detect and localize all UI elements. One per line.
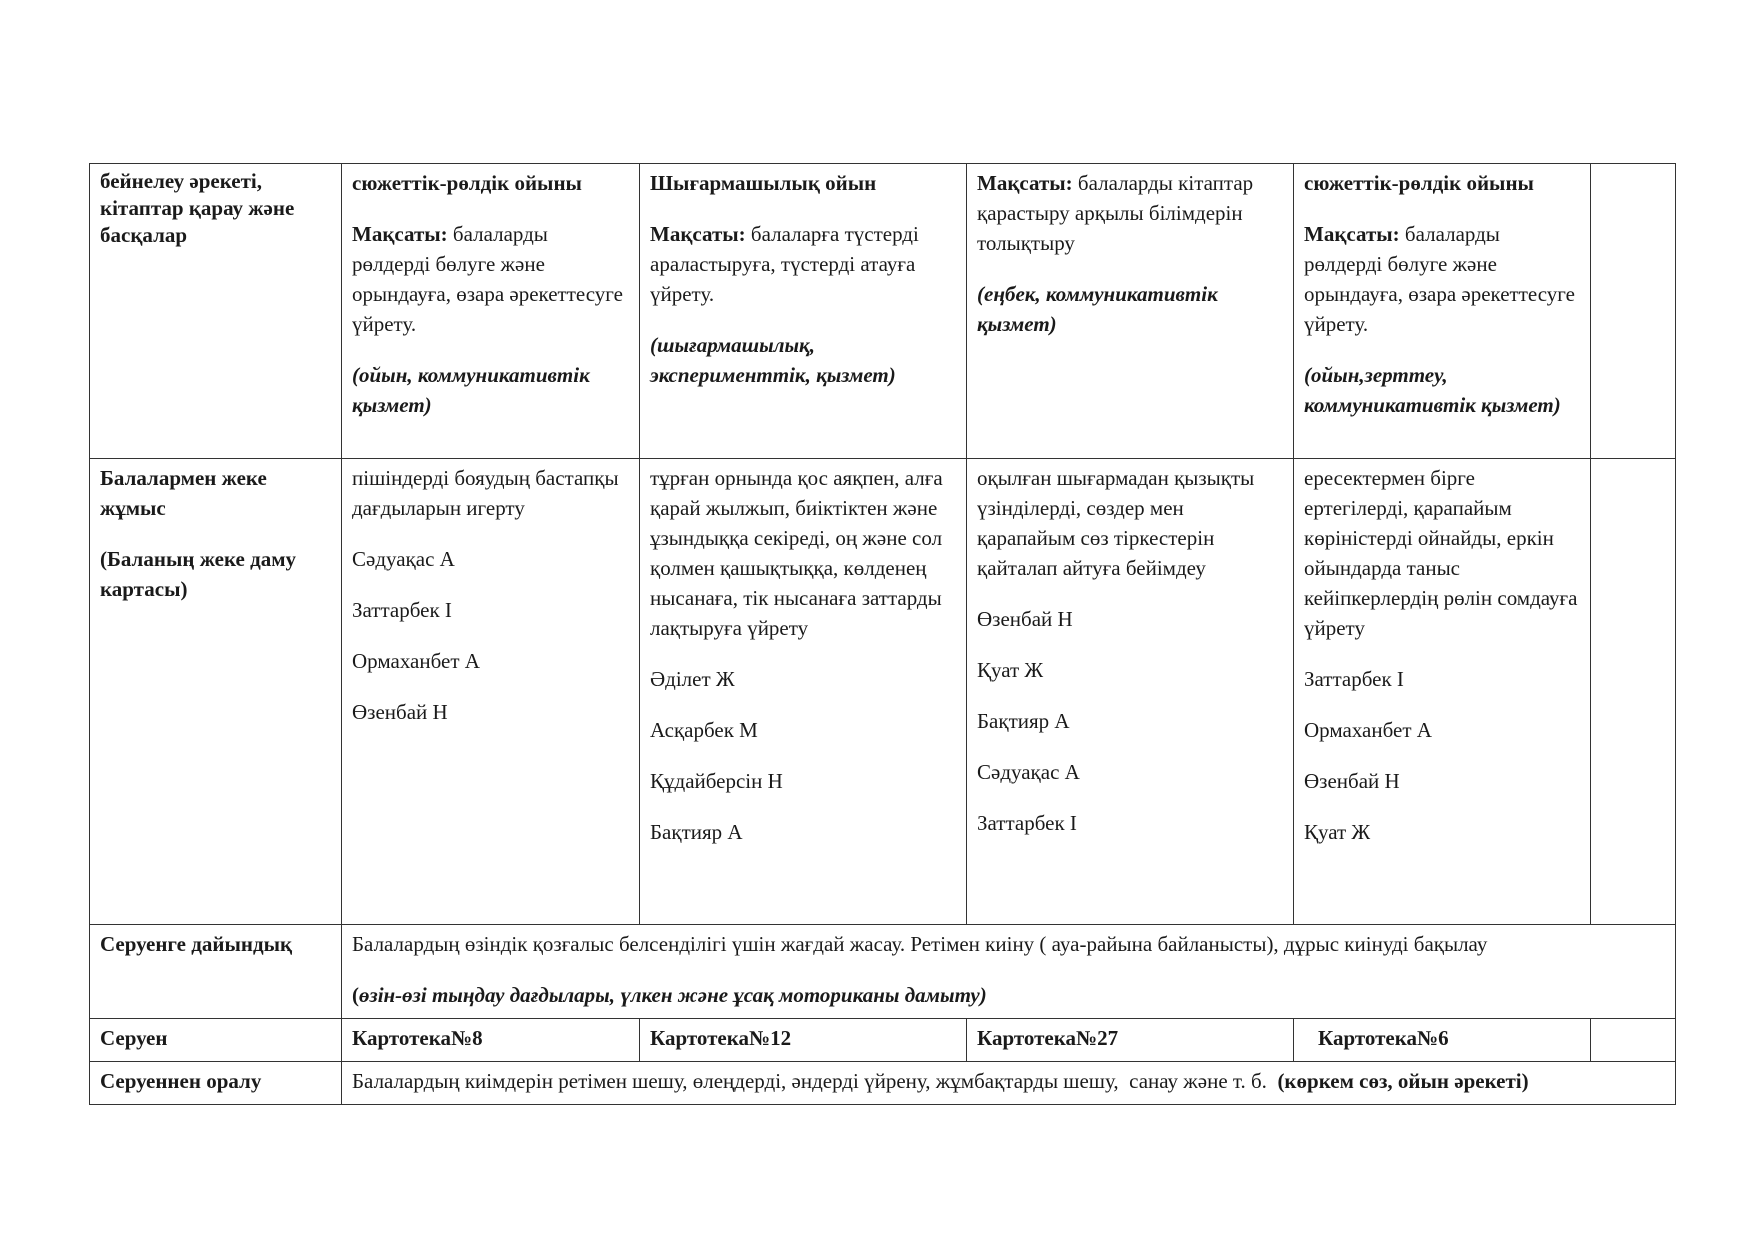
row-label-return xyxy=(90,1062,342,1105)
card-file-ref: Картотека№8 xyxy=(352,1026,483,1050)
row-label-art xyxy=(90,164,342,459)
cell-text-line xyxy=(352,1066,1665,1096)
row-label-walk xyxy=(90,1019,342,1062)
row-walk-preparation xyxy=(90,925,1676,1019)
cell-walk-fri xyxy=(1591,1019,1676,1062)
activity-text: өзін-өзі тыңдау дағдылары, үлкен және ұсақ моториканы дамыту) xyxy=(359,983,987,1007)
cell-individual-wed xyxy=(967,459,1294,925)
row-label-walk-prep xyxy=(90,925,342,1019)
child-name: Ормаханбет А xyxy=(352,649,480,673)
child-name: Ормаханбет А xyxy=(1304,718,1432,742)
cell-individual-tue xyxy=(640,459,967,925)
cell-individual-thu xyxy=(1294,459,1591,925)
goal-text: балаларды рөлдерді бөлуге және орындауға, өзара әрекеттесуге үйрету. xyxy=(1304,222,1575,336)
cell-walk-tue xyxy=(640,1019,967,1062)
cell-activity xyxy=(352,980,1665,1010)
daily-plan-table xyxy=(89,163,1676,1105)
goal-text: балаларды рөлдерді бөлуге және орындауға, өзара әрекеттесуге үйрету. xyxy=(352,222,623,336)
goal-text: балаларға түстерді араластыруға, түстерді атауға үйрету. xyxy=(650,222,919,306)
child-name: Заттарбек І xyxy=(977,811,1077,835)
cell-art-thu xyxy=(1294,164,1591,459)
row-label-text: Серуен xyxy=(100,1026,168,1050)
cell-goal xyxy=(352,219,629,339)
goal-label: Мақсаты: xyxy=(650,222,746,246)
cell-goal xyxy=(650,219,956,309)
activity-text: (көркем сөз, ойын әрекеті) xyxy=(1277,1069,1529,1093)
card-file-ref: Картотека№12 xyxy=(650,1026,792,1050)
cell-title: Шығармашылық ойын xyxy=(650,171,877,195)
card-file-ref: Картотека№27 xyxy=(977,1026,1119,1050)
goal-label: Мақсаты: xyxy=(977,171,1073,195)
cell-text: оқылған шығармадан қызықты үзінділерді, сөздер мен қарапайым сөз тіркестерін қайталап айтуға бейімдеу xyxy=(977,466,1255,580)
cell-goal xyxy=(977,168,1283,258)
child-name: Әділет Ж xyxy=(650,667,735,691)
cell-title: сюжеттік-рөлдік ойыны xyxy=(352,171,582,195)
activity-open-paren: ( xyxy=(352,983,359,1007)
row-individual-work xyxy=(90,459,1676,925)
cell-walk-wed xyxy=(967,1019,1294,1062)
child-name: Құдайберсін Н xyxy=(650,769,783,793)
cell-walk-thu xyxy=(1294,1019,1591,1062)
cell-activity: (ойын,зерттеу, коммуникативтік қызмет) xyxy=(1304,363,1561,417)
row-label-text: Серуеннен оралу xyxy=(100,1069,262,1093)
cell-activity: (еңбек, коммуникативтік қызмет) xyxy=(977,282,1218,336)
child-name: Қуат Ж xyxy=(1304,820,1371,844)
cell-title: сюжеттік-рөлдік ойыны xyxy=(1304,171,1534,195)
cell-art-fri xyxy=(1591,164,1676,459)
row-return-from-walk xyxy=(90,1062,1676,1105)
cell-goal xyxy=(1304,219,1580,339)
child-name: Өзенбай Н xyxy=(1304,769,1400,793)
row-art-activity xyxy=(90,164,1676,459)
cell-walk-prep-content xyxy=(342,925,1676,1019)
cell-text: тұрған орнында қос аяқпен, алға қарай жылжып, биіктіктен және ұзындыққа секіреді, оң және сол қолмен қашықтыққа, көлденең нысанаға, тік нысанаға заттарды лақтыруға үйрету xyxy=(650,466,943,640)
child-name: Қуат Ж xyxy=(977,658,1044,682)
row-label-individual xyxy=(90,459,342,925)
card-file-ref: Картотека№6 xyxy=(1318,1026,1449,1050)
cell-text: Балалардың киімдерін ретімен шешу, өлеңдерді, әндерді үйрену, жұмбақтарды шешу, санау және т. б. xyxy=(352,1069,1278,1093)
child-name: Өзенбай Н xyxy=(352,700,448,724)
cell-return-content xyxy=(342,1062,1676,1105)
child-name: Заттарбек І xyxy=(1304,667,1404,691)
row-label-text: Балалармен жеке жұмыс xyxy=(100,466,267,520)
child-name: Өзенбай Н xyxy=(977,607,1073,631)
goal-text: балаларды кітаптар қарастыру арқылы білімдерін толықтыру xyxy=(977,171,1254,255)
goal-label: Мақсаты: xyxy=(1304,222,1400,246)
cell-text: Балалардың өзіндік қозғалыс белсенділігі үшін жағдай жасау. Ретімен киіну ( ауа-райына байланысты), дұрыс киінуді бақылау xyxy=(352,932,1488,956)
cell-activity: (ойын, коммуникативтік қызмет) xyxy=(352,363,590,417)
goal-label: Мақсаты: xyxy=(352,222,448,246)
child-name: Бақтияр А xyxy=(977,709,1070,733)
cell-activity: (шығармашылық, эксперименттік, қызмет) xyxy=(650,333,896,387)
cell-text: пішіндерді бояудың бастапқы дағдыларын игерту xyxy=(352,466,619,520)
row-walk xyxy=(90,1019,1676,1062)
row-sublabel-text: (Баланың жеке даму картасы) xyxy=(100,547,297,601)
cell-walk-mon xyxy=(342,1019,640,1062)
cell-art-tue xyxy=(640,164,967,459)
row-label-text: Серуенге дайындық xyxy=(100,932,293,956)
child-name: Асқарбек М xyxy=(650,718,758,742)
row-label-text: бейнелеу әрекеті, кітаптар қарау және басқалар xyxy=(100,169,295,247)
cell-art-wed xyxy=(967,164,1294,459)
child-name: Заттарбек І xyxy=(352,598,452,622)
child-name: Сәдуақас А xyxy=(352,547,455,571)
child-name: Бақтияр А xyxy=(650,820,743,844)
cell-art-mon xyxy=(342,164,640,459)
cell-individual-fri xyxy=(1591,459,1676,925)
cell-text: ересектермен бірге ертегілерді, қарапайым көріністерді ойнайды, еркін ойындарда таныс кейіпкерлердің рөлін сомдауға үйрету xyxy=(1304,466,1578,640)
cell-individual-mon xyxy=(342,459,640,925)
child-name: Сәдуақас А xyxy=(977,760,1080,784)
